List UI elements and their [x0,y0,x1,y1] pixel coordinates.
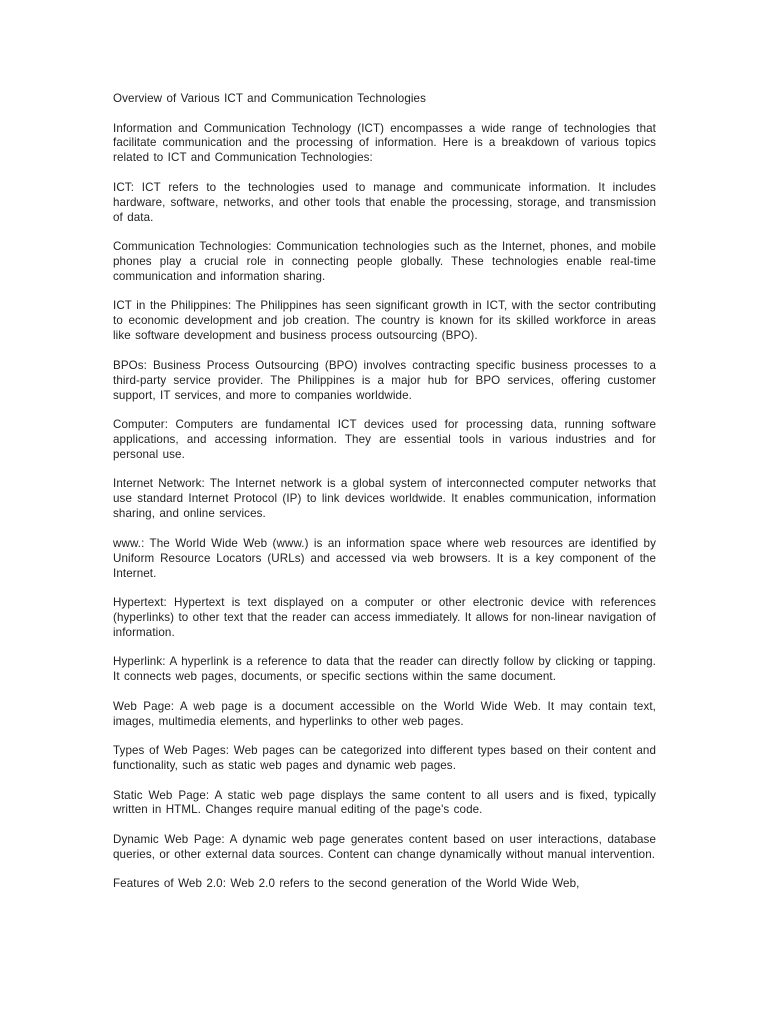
paragraph-types-of-web-pages: Types of Web Pages: Web pages can be categorized into different types based on their content and functionality, such as static web pages and dynamic web pages. [113,744,656,773]
document-body [113,92,656,907]
paragraph-static-web-page: Static Web Page: A static web page displays the same content to all users and is fixed, typically written in HTML. Changes require manual editing of the page's code. [113,788,656,817]
document-title: Overview of Various ICT and Communication Technologies [113,92,426,105]
paragraph-web-2-features: Features of Web 2.0: Web 2.0 refers to the second generation of the World Wide Web, [113,877,580,891]
paragraph-web-page: Web Page: A web page is a document accessible on the World Wide Web. It may contain text, images, multimedia elements, and hyperlinks to other web pages. [113,699,656,728]
paragraph-www: www.: The World Wide Web (www.) is an information space where web resources are identified by Uniform Resource Locators (URLs) and accessed via web browsers. It is a key component of the Internet. [113,536,656,580]
paragraph-computer: Computer: Computers are fundamental ICT devices used for processing data, running software applications, and accessing information. They are essential tools in various industries and for personal use. [113,418,656,461]
paragraph-hyperlink: Hyperlink: A hyperlink is a reference to data that the reader can directly follow by clicking or tapping. It connects web pages, documents, or specific sections within the same document. [113,655,656,684]
paragraph-hypertext: Hypertext: Hypertext is text displayed on a computer or other electronic device with references (hyperlinks) to other text that the reader can access immediately. It allows for non-linear navigation of information. [113,596,656,639]
paragraph-bpos: BPOs: Business Process Outsourcing (BPO) involves contracting specific business processes to a third-party service provider. The Philippines is a major hub for BPO services, offering customer support, IT services, and more to companies worldwide. [113,358,656,402]
paragraph-communication-technologies: Communication Technologies: Communication technologies such as the Internet, phones, and mobile phones play a crucial role in connecting people globally. These technologies enable real-time communication and information sharing. [113,240,656,283]
paragraph-ict: ICT: ICT refers to the technologies used to manage and communicate information. It includes hardware, software, networks, and other tools that enable the processing, storage, and transmission of data. [113,180,656,224]
paragraph-intro: Information and Communication Technology (ICT) encompasses a wide range of technologies that facilitate communication and the processing of information. Here is a breakdown of various topics related to ICT and Communication Technologies: [113,121,656,165]
paragraph-internet-network: Internet Network: The Internet network is a global system of interconnected computer networks that use standard Internet Protocol (IP) to link devices worldwide. It enables communication, information sharing, and online services. [113,477,656,521]
paragraph-ict-philippines: ICT in the Philippines: The Philippines has seen significant growth in ICT, with the sector contributing to economic development and job creation. The country is known for its skilled workforce in areas like software development and business process outsourcing (BPO). [113,299,656,343]
paragraph-dynamic-web-page: Dynamic Web Page: A dynamic web page generates content based on user interactions, database queries, or other external data sources. Content can change dynamically without manual intervention. [113,832,656,861]
